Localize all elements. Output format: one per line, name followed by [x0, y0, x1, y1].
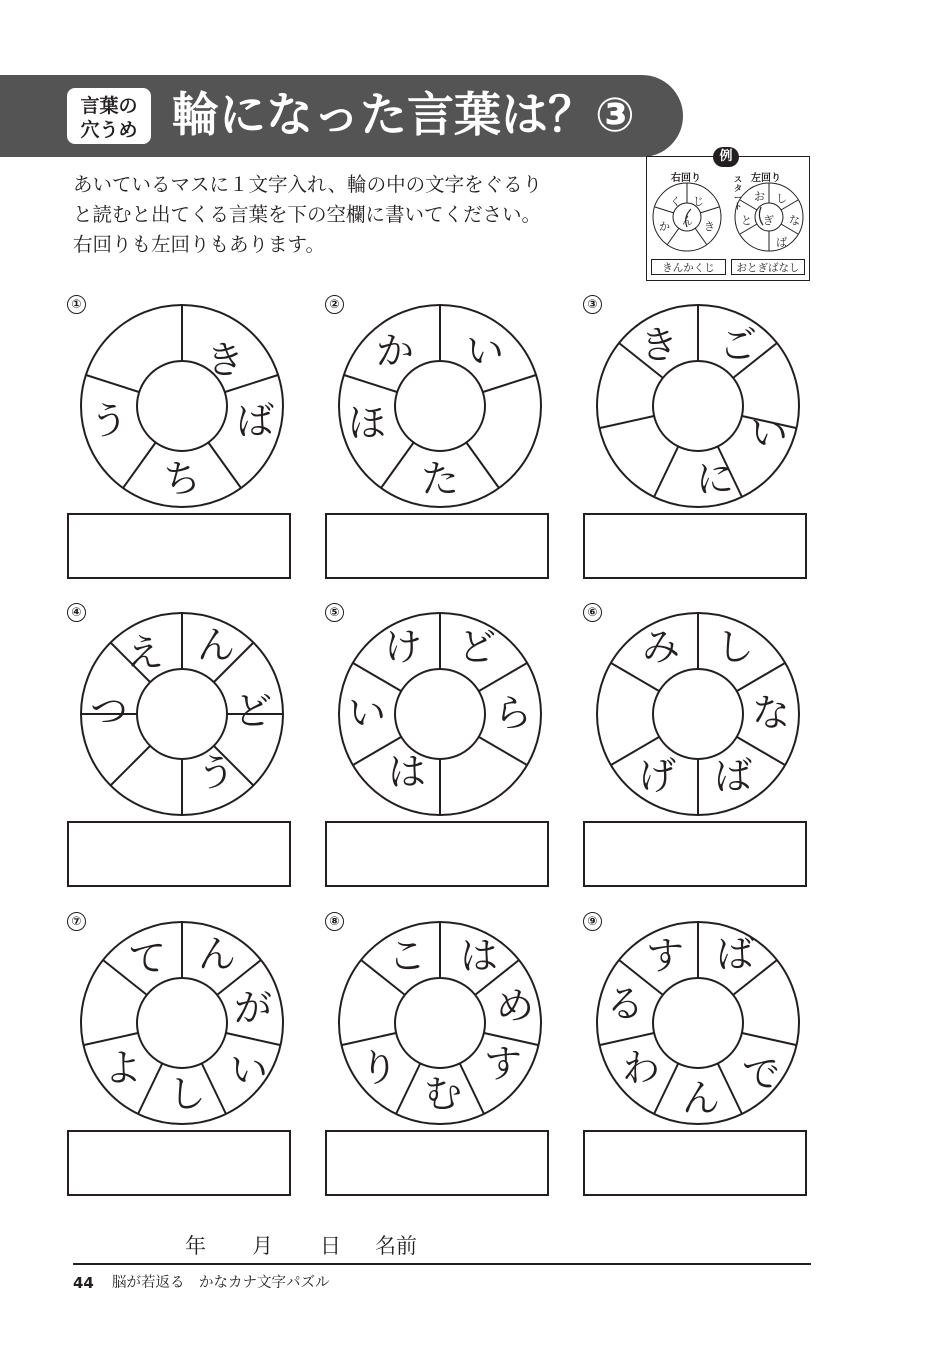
answer-box[interactable]	[583, 513, 807, 579]
example-badge: 例	[713, 147, 739, 167]
wheel-cell: え	[125, 631, 165, 675]
wheel-6-segments	[593, 609, 803, 819]
example-cell: な	[789, 214, 800, 227]
footer-line	[73, 1263, 811, 1265]
wheel-7-segments	[335, 918, 545, 1128]
book-title: 脳が若返る かなカナ文字パズル	[112, 1275, 330, 1291]
wheel-cell: け	[383, 625, 423, 669]
right-label: 右回り	[671, 173, 701, 184]
puzzle-number: ⑨	[583, 912, 602, 931]
day-label: 日	[320, 1234, 341, 1258]
wheel-cell: き	[205, 338, 245, 382]
page-title: 輪になった言葉は？③	[172, 88, 635, 143]
example-answer-left: おとぎばなし	[731, 259, 805, 275]
wheel-cell: ん	[681, 1076, 721, 1120]
wheel-cell: ん	[196, 623, 236, 667]
wheel-cell: は	[387, 750, 427, 794]
wheel-cell: つ	[89, 689, 129, 733]
example-cell: じ	[693, 195, 704, 208]
start-label: スタート	[734, 175, 742, 211]
example-box	[646, 149, 810, 281]
wheel-7-segments	[77, 918, 287, 1128]
puzzle-8	[325, 912, 575, 1212]
wheel-cell: ん	[197, 932, 237, 976]
wheel-cell: き	[639, 323, 679, 367]
badge-line-1: 言葉の	[80, 94, 138, 117]
example-cell: く	[670, 195, 681, 208]
wheel-5-segments	[77, 301, 287, 511]
wheel-cell: す	[645, 934, 685, 978]
puzzle-5	[325, 603, 575, 903]
puzzle-number: ②	[325, 295, 344, 314]
instruction-line: 右回りも左回りもあります。	[73, 233, 325, 256]
wheel-cell: て	[127, 936, 167, 980]
wheel-7-segments	[593, 301, 803, 511]
puzzle-number: ③	[583, 295, 602, 314]
example-answer-right: きんかくじ	[651, 259, 726, 275]
instruction-line: あいているマスに１文字入れ、輪の中の文字をぐるり	[73, 173, 543, 196]
wheel-cell: む	[423, 1072, 463, 1116]
wheel-cell: う	[89, 399, 129, 443]
example-cell: ぎ	[763, 214, 774, 227]
wheel-cell: が	[233, 986, 273, 1030]
puzzle-4	[67, 603, 317, 903]
wheel-cell: い	[749, 411, 789, 455]
puzzle-3	[583, 295, 833, 595]
puzzle-7	[67, 912, 317, 1212]
example-cell: か	[659, 220, 670, 233]
puzzle-number: ⑥	[583, 603, 602, 622]
wheel-cell: た	[420, 457, 460, 501]
wheel-cell: ご	[718, 323, 758, 367]
wheel-cell: ど	[233, 689, 273, 733]
wheel-cell: め	[495, 984, 535, 1028]
answer-box[interactable]	[583, 1130, 807, 1196]
wheel-cell: か	[375, 329, 415, 373]
wheel-cell: ば	[715, 932, 755, 976]
answer-box[interactable]	[67, 821, 291, 887]
wheel-cell: し	[167, 1072, 207, 1116]
wheel-cell: で	[741, 1052, 781, 1096]
answer-box[interactable]	[67, 1130, 291, 1196]
puzzle-2	[325, 295, 575, 595]
wheel-cell: ほ	[347, 401, 387, 445]
left-label: 左回り	[751, 173, 781, 184]
wheel-cell: す	[483, 1042, 523, 1086]
wheel-cell: ち	[162, 457, 202, 501]
puzzle-1	[67, 295, 317, 595]
answer-box[interactable]	[325, 821, 549, 887]
wheel-8-segments	[77, 609, 287, 819]
wheel-cell: う	[196, 751, 236, 795]
answer-box[interactable]	[325, 1130, 549, 1196]
wheel-cell: げ	[637, 754, 677, 798]
wheel-7-segments	[593, 918, 803, 1128]
wheel-cell: ら	[493, 691, 533, 735]
instruction-line: と読むと出てくる言葉を下の空欄に書いてください。	[73, 203, 542, 226]
category-badge	[67, 88, 151, 144]
wheel-cell: わ	[621, 1046, 661, 1090]
puzzle-number: ⑦	[67, 912, 86, 931]
wheel-cell: い	[229, 1048, 269, 1092]
puzzle-number: ⑤	[325, 603, 344, 622]
example-cell: し	[776, 192, 787, 205]
wheel-cell: ば	[713, 754, 753, 798]
year-label: 年	[185, 1234, 206, 1258]
example-cell: お	[754, 190, 765, 203]
wheel-cell: る	[605, 982, 645, 1026]
example-cell: ば	[776, 236, 787, 249]
answer-box[interactable]	[325, 513, 549, 579]
example-cell: ん	[682, 214, 693, 227]
puzzle-9	[583, 912, 833, 1212]
badge-line-2: 穴うめ	[80, 118, 138, 141]
wheel-cell: に	[695, 457, 735, 501]
wheel-cell: し	[715, 625, 755, 669]
wheel-6-segments	[335, 609, 545, 819]
puzzle-number: ①	[67, 295, 86, 314]
wheel-cell: り	[359, 1046, 399, 1090]
wheel-5-segments	[335, 301, 545, 511]
answer-box[interactable]	[583, 821, 807, 887]
wheel-cell: い	[465, 329, 505, 373]
example-cell: き	[704, 220, 715, 233]
puzzle-number: ④	[67, 603, 86, 622]
wheel-cell: こ	[387, 934, 427, 978]
wheel-cell: は	[459, 934, 499, 978]
puzzle-number: ⑧	[325, 912, 344, 931]
name-label: 名前	[375, 1234, 417, 1258]
wheel-cell: み	[641, 625, 681, 669]
wheel-cell: い	[347, 691, 387, 735]
wheel-cell: ば	[235, 399, 275, 443]
example-cell: と	[741, 214, 752, 227]
wheel-cell: ど	[457, 625, 497, 669]
instructions	[73, 170, 633, 260]
month-label: 月	[252, 1234, 273, 1258]
answer-box[interactable]	[67, 513, 291, 579]
puzzle-6	[583, 603, 833, 903]
wheel-cell: な	[751, 691, 791, 735]
page-number: 44	[73, 1274, 94, 1292]
wheel-cell: よ	[103, 1046, 143, 1090]
